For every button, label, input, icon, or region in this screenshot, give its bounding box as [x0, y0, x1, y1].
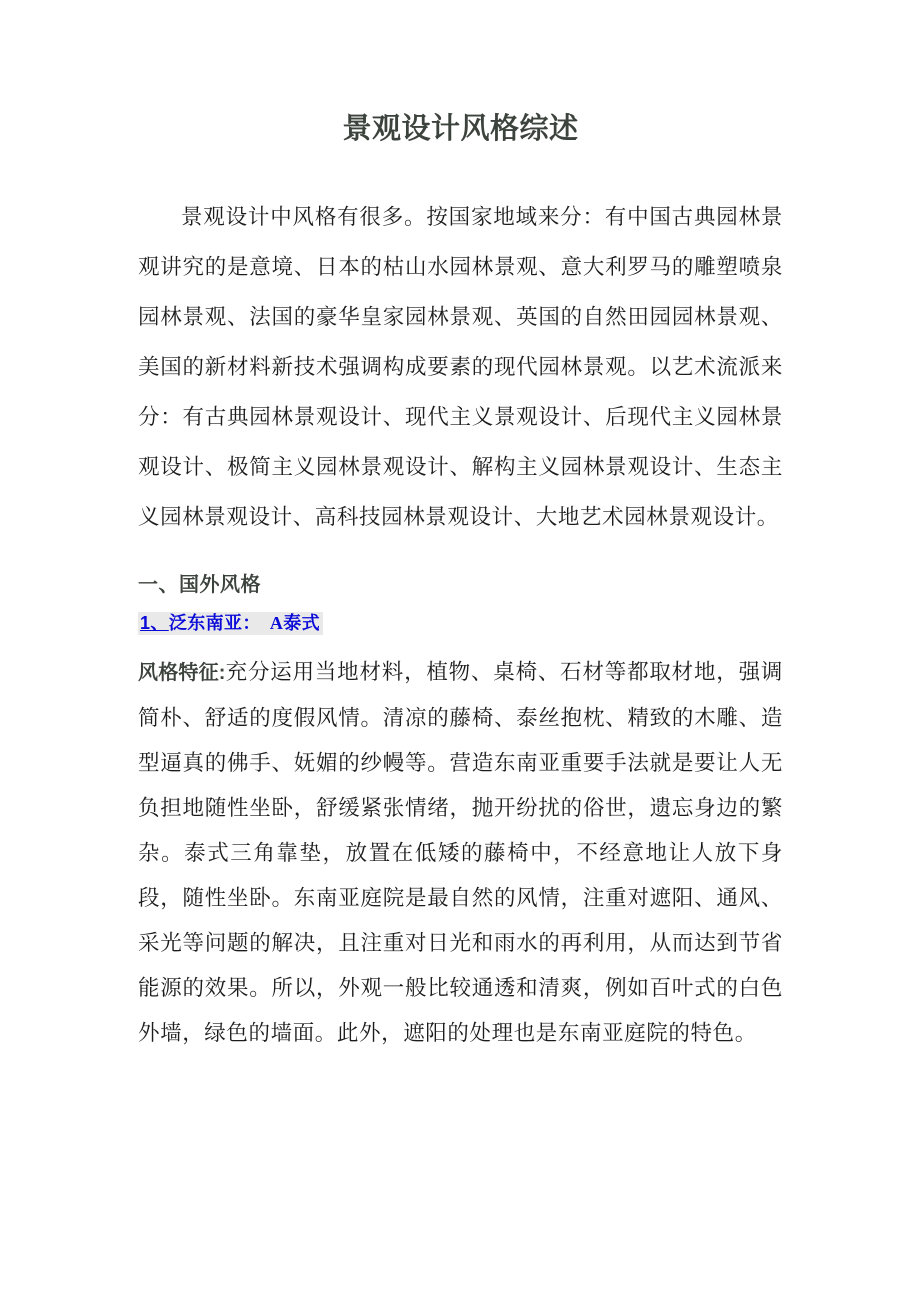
subheading-code-letter: A: [269, 613, 284, 633]
section-heading-foreign-styles: 一、国外风格: [138, 574, 261, 596]
feature-text: 充分运用当地材料，植物、桌椅、石材等都取材地，强调简朴、舒适的度假风情。清凉的藤椅、泰丝抱枕、精致的木雕、造型逼真的佛手、妩媚的纱幔等。营造东南亚重要手法就是要让人无负担地随性坐卧，舒缓紧张情绪，抛开纷扰的俗世，遗忘身边的繁杂。泰式三角靠垫，放置在低矮的藤椅中，不经意地让人放下身段，随性坐卧。东南亚庭院是最自然的风情，注重对遮阳、通风、采光等问题的解决，且注重对日光和雨水的再利用，从而达到节省能源的效果。所以，外观一般比较通透和清爽，例如百叶式的白色外墙，绿色的墙面。此外，遮阳的处理也是东南亚庭院的特色。: [138, 660, 783, 1045]
subheading-row: [138, 599, 783, 638]
subheading-highlight: [138, 612, 323, 635]
feature-label: 风格特征:: [138, 662, 226, 684]
subheading-name: 泛东南亚：: [168, 613, 261, 633]
feature-paragraph: [138, 638, 783, 1056]
document-content-column: [138, 0, 783, 1056]
intro-paragraph: 景观设计中风格有很多。按国家地域来分：有中国古典园林景观讲究的是意境、日本的枯山水园林景观、意大利罗马的雕塑喷泉园林景观、法国的豪华皇家园林景观、英国的自然田园园林景观、美国的新材料新技术强调构成要素的现代园林景观。以艺术流派来分：有古典园林景观设计、现代主义景观设计、后现代主义园林景观设计、极简主义园林景观设计、解构主义园林景观设计、生态主义园林景观设计、高科技园林景观设计、大地艺术园林景观设计。: [138, 205, 783, 529]
page-title: 景观设计风格综述: [342, 113, 579, 145]
subheading-number: 1、: [140, 613, 169, 633]
subheading-variant: 泰式: [283, 613, 321, 633]
